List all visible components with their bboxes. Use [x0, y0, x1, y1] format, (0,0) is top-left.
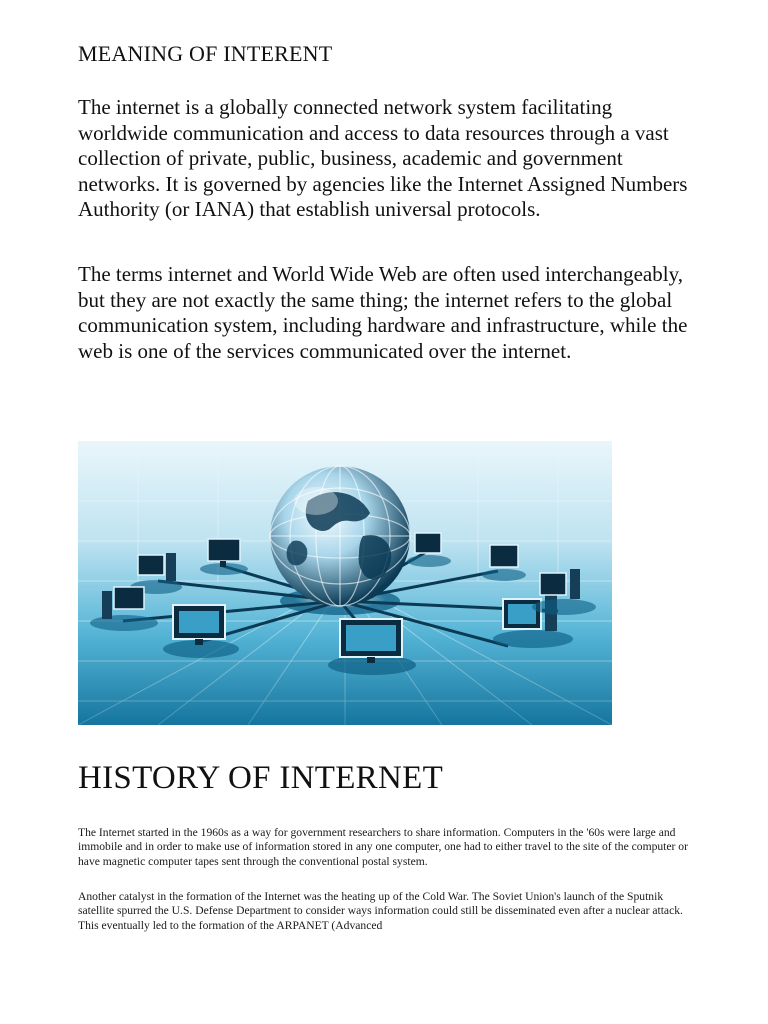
- history-heading: HISTORY OF INTERNET: [78, 760, 444, 796]
- paragraph-history-origins: The Internet started in the 1960s as a way for government researchers to share information. Computers in the '60s were large and immobile and in order to make use of information stored in any one computer, one had to either travel to the site of the computer or have magnetic computer tapes sent through the conventional postal system.: [78, 826, 688, 868]
- globe-icon: [270, 466, 410, 606]
- network-illustration-svg: [78, 441, 612, 725]
- paragraph-internet-vs-web: The terms internet and World Wide Web are often used interchangeably, but they are not exactly the same thing; the internet refers to the global communication system, including hardware and infrastructure, while the web is one of the services communicated over the internet.: [78, 262, 688, 363]
- paragraph-internet-definition: The internet is a globally connected network system facilitating worldwide communication and access to data resources through a vast collection of private, public, business, academic and government networks. It is governed by agencies like the Internet Assigned Numbers Authority (or IANA) that establish universal protocols.: [78, 95, 688, 221]
- globe-network-illustration: [78, 441, 612, 725]
- paragraph-cold-war-catalyst: Another catalyst in the formation of the Internet was the heating up of the Cold War. The Soviet Union's launch of the Sputnik satellite spurred the U.S. Defense Department to consider ways information could still be disseminated even after a nuclear attack. This eventually led to the formation of the ARPANET (Advanced: [78, 890, 683, 932]
- meaning-heading: MEANING OF INTERENT: [78, 41, 333, 66]
